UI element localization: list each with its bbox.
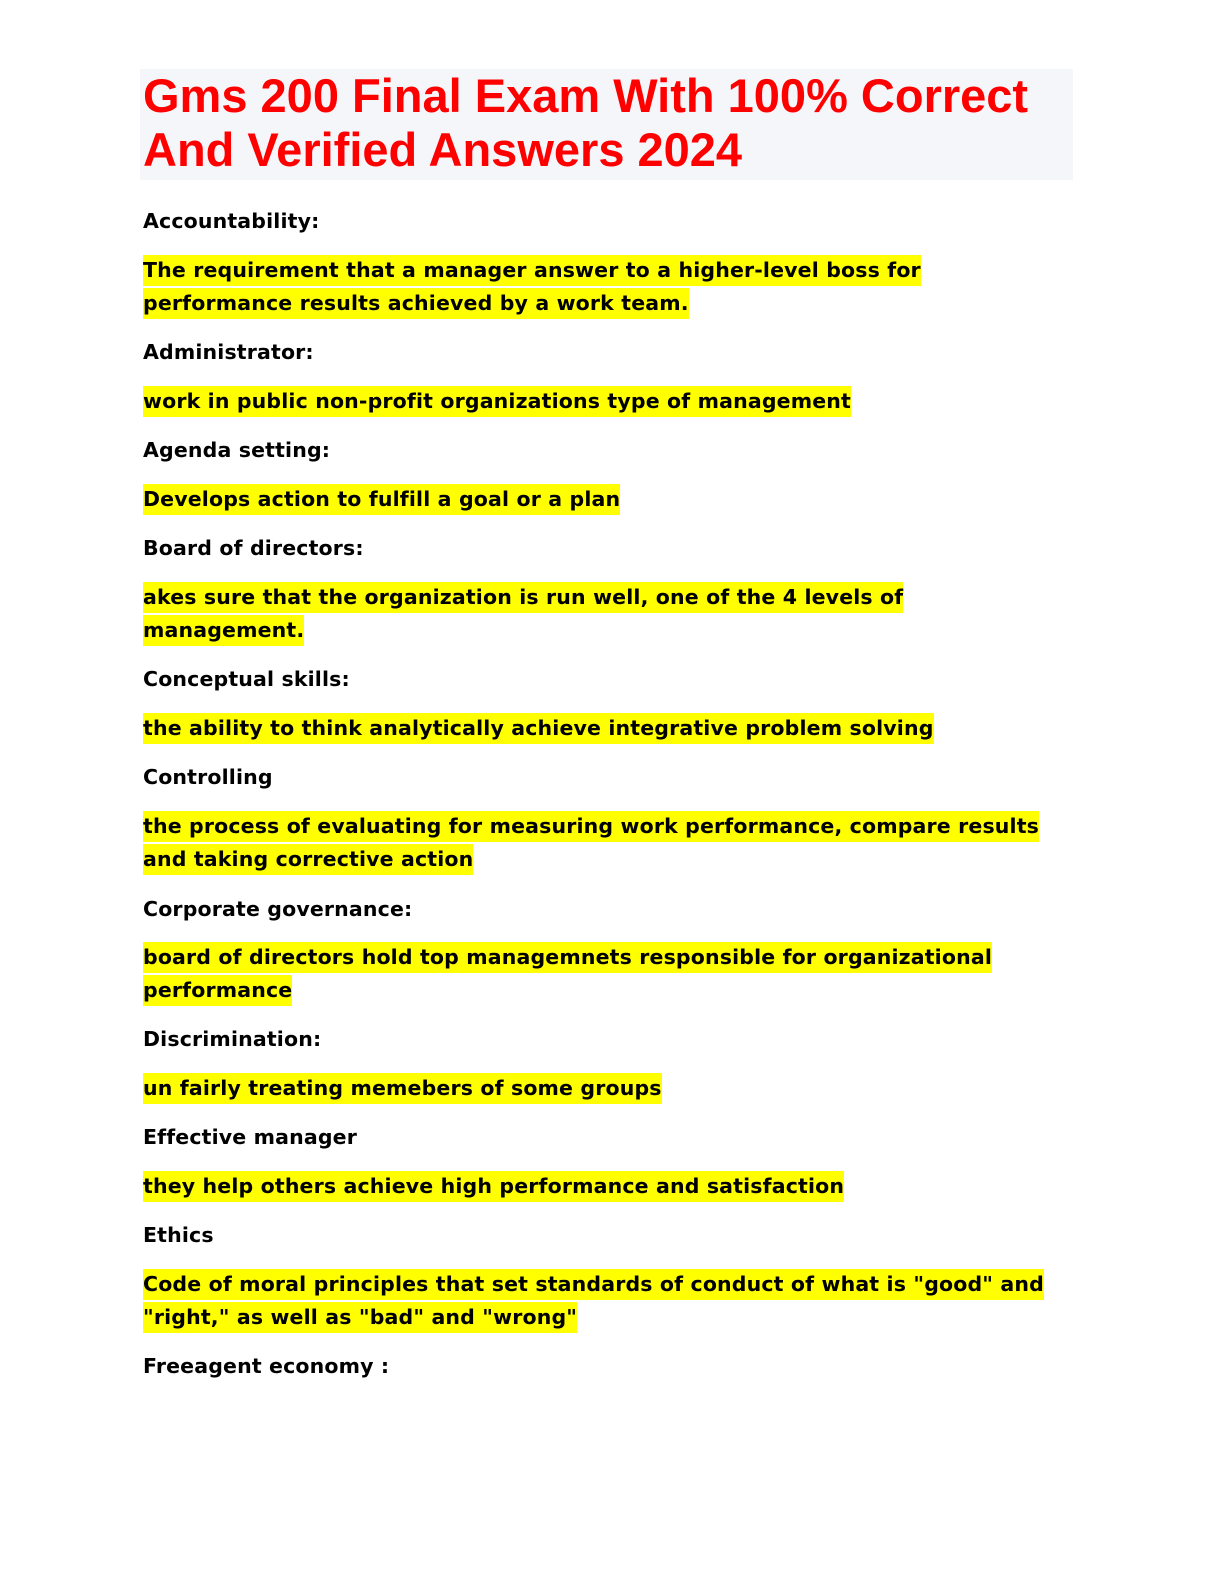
definition-line: The requirement that a manager answer to a higher-level boss for	[143, 255, 921, 286]
term-effective-manager: Effective manager	[143, 1125, 357, 1149]
definition-administrator	[143, 385, 851, 418]
definition-conceptual-skills	[143, 712, 934, 745]
document-title	[143, 69, 1028, 177]
title-line-2: And Verified Answers 2024	[143, 123, 743, 176]
definition-line: management.	[143, 615, 304, 646]
definition-line: they help others achieve high performance and satisfaction	[143, 1171, 844, 1202]
definition-line: work in public non-profit organizations type of management	[143, 386, 851, 417]
definition-line: un fairly treating memebers of some groups	[143, 1073, 662, 1104]
definition-line: "right," as well as "bad" and "wrong"	[143, 1302, 577, 1333]
term-administrator: Administrator:	[143, 340, 314, 364]
definition-line: performance results achieved by a work team.	[143, 288, 689, 319]
title-block	[140, 69, 1073, 180]
definition-ethics	[143, 1268, 1044, 1334]
definition-board-of-directors	[143, 581, 903, 647]
definition-line: Code of moral principles that set standards of conduct of what is "good" and	[143, 1269, 1044, 1300]
definition-line: board of directors hold top managemnets responsible for organizational	[143, 942, 992, 973]
term-discrimination: Discrimination:	[143, 1027, 322, 1051]
definition-discrimination	[143, 1072, 662, 1105]
definition-effective-manager	[143, 1170, 844, 1203]
term-board-of-directors: Board of directors:	[143, 536, 364, 560]
definition-corporate-governance	[143, 941, 992, 1007]
term-corporate-governance: Corporate governance:	[143, 897, 413, 921]
term-controlling: Controlling	[143, 765, 273, 789]
term-freeagent-economy: Freeagent economy :	[143, 1354, 390, 1378]
definition-line: the process of evaluating for measuring work performance, compare results	[143, 811, 1039, 842]
definition-line: the ability to think analytically achieve integrative problem solving	[143, 713, 934, 744]
title-line-1: Gms 200 Final Exam With 100% Correct	[143, 69, 1029, 122]
definition-controlling	[143, 810, 1039, 876]
definition-line: Develops action to fulfill a goal or a plan	[143, 484, 620, 515]
definition-accountability	[143, 254, 921, 320]
definition-agenda-setting	[143, 483, 620, 516]
term-agenda-setting: Agenda setting:	[143, 438, 331, 462]
term-conceptual-skills: Conceptual skills:	[143, 667, 350, 691]
term-accountability: Accountability:	[143, 209, 320, 233]
definition-line: performance	[143, 975, 292, 1006]
term-ethics: Ethics	[143, 1223, 214, 1247]
definition-line: and taking corrective action	[143, 844, 473, 875]
definition-line: akes sure that the organization is run well, one of the 4 levels of	[143, 582, 903, 613]
